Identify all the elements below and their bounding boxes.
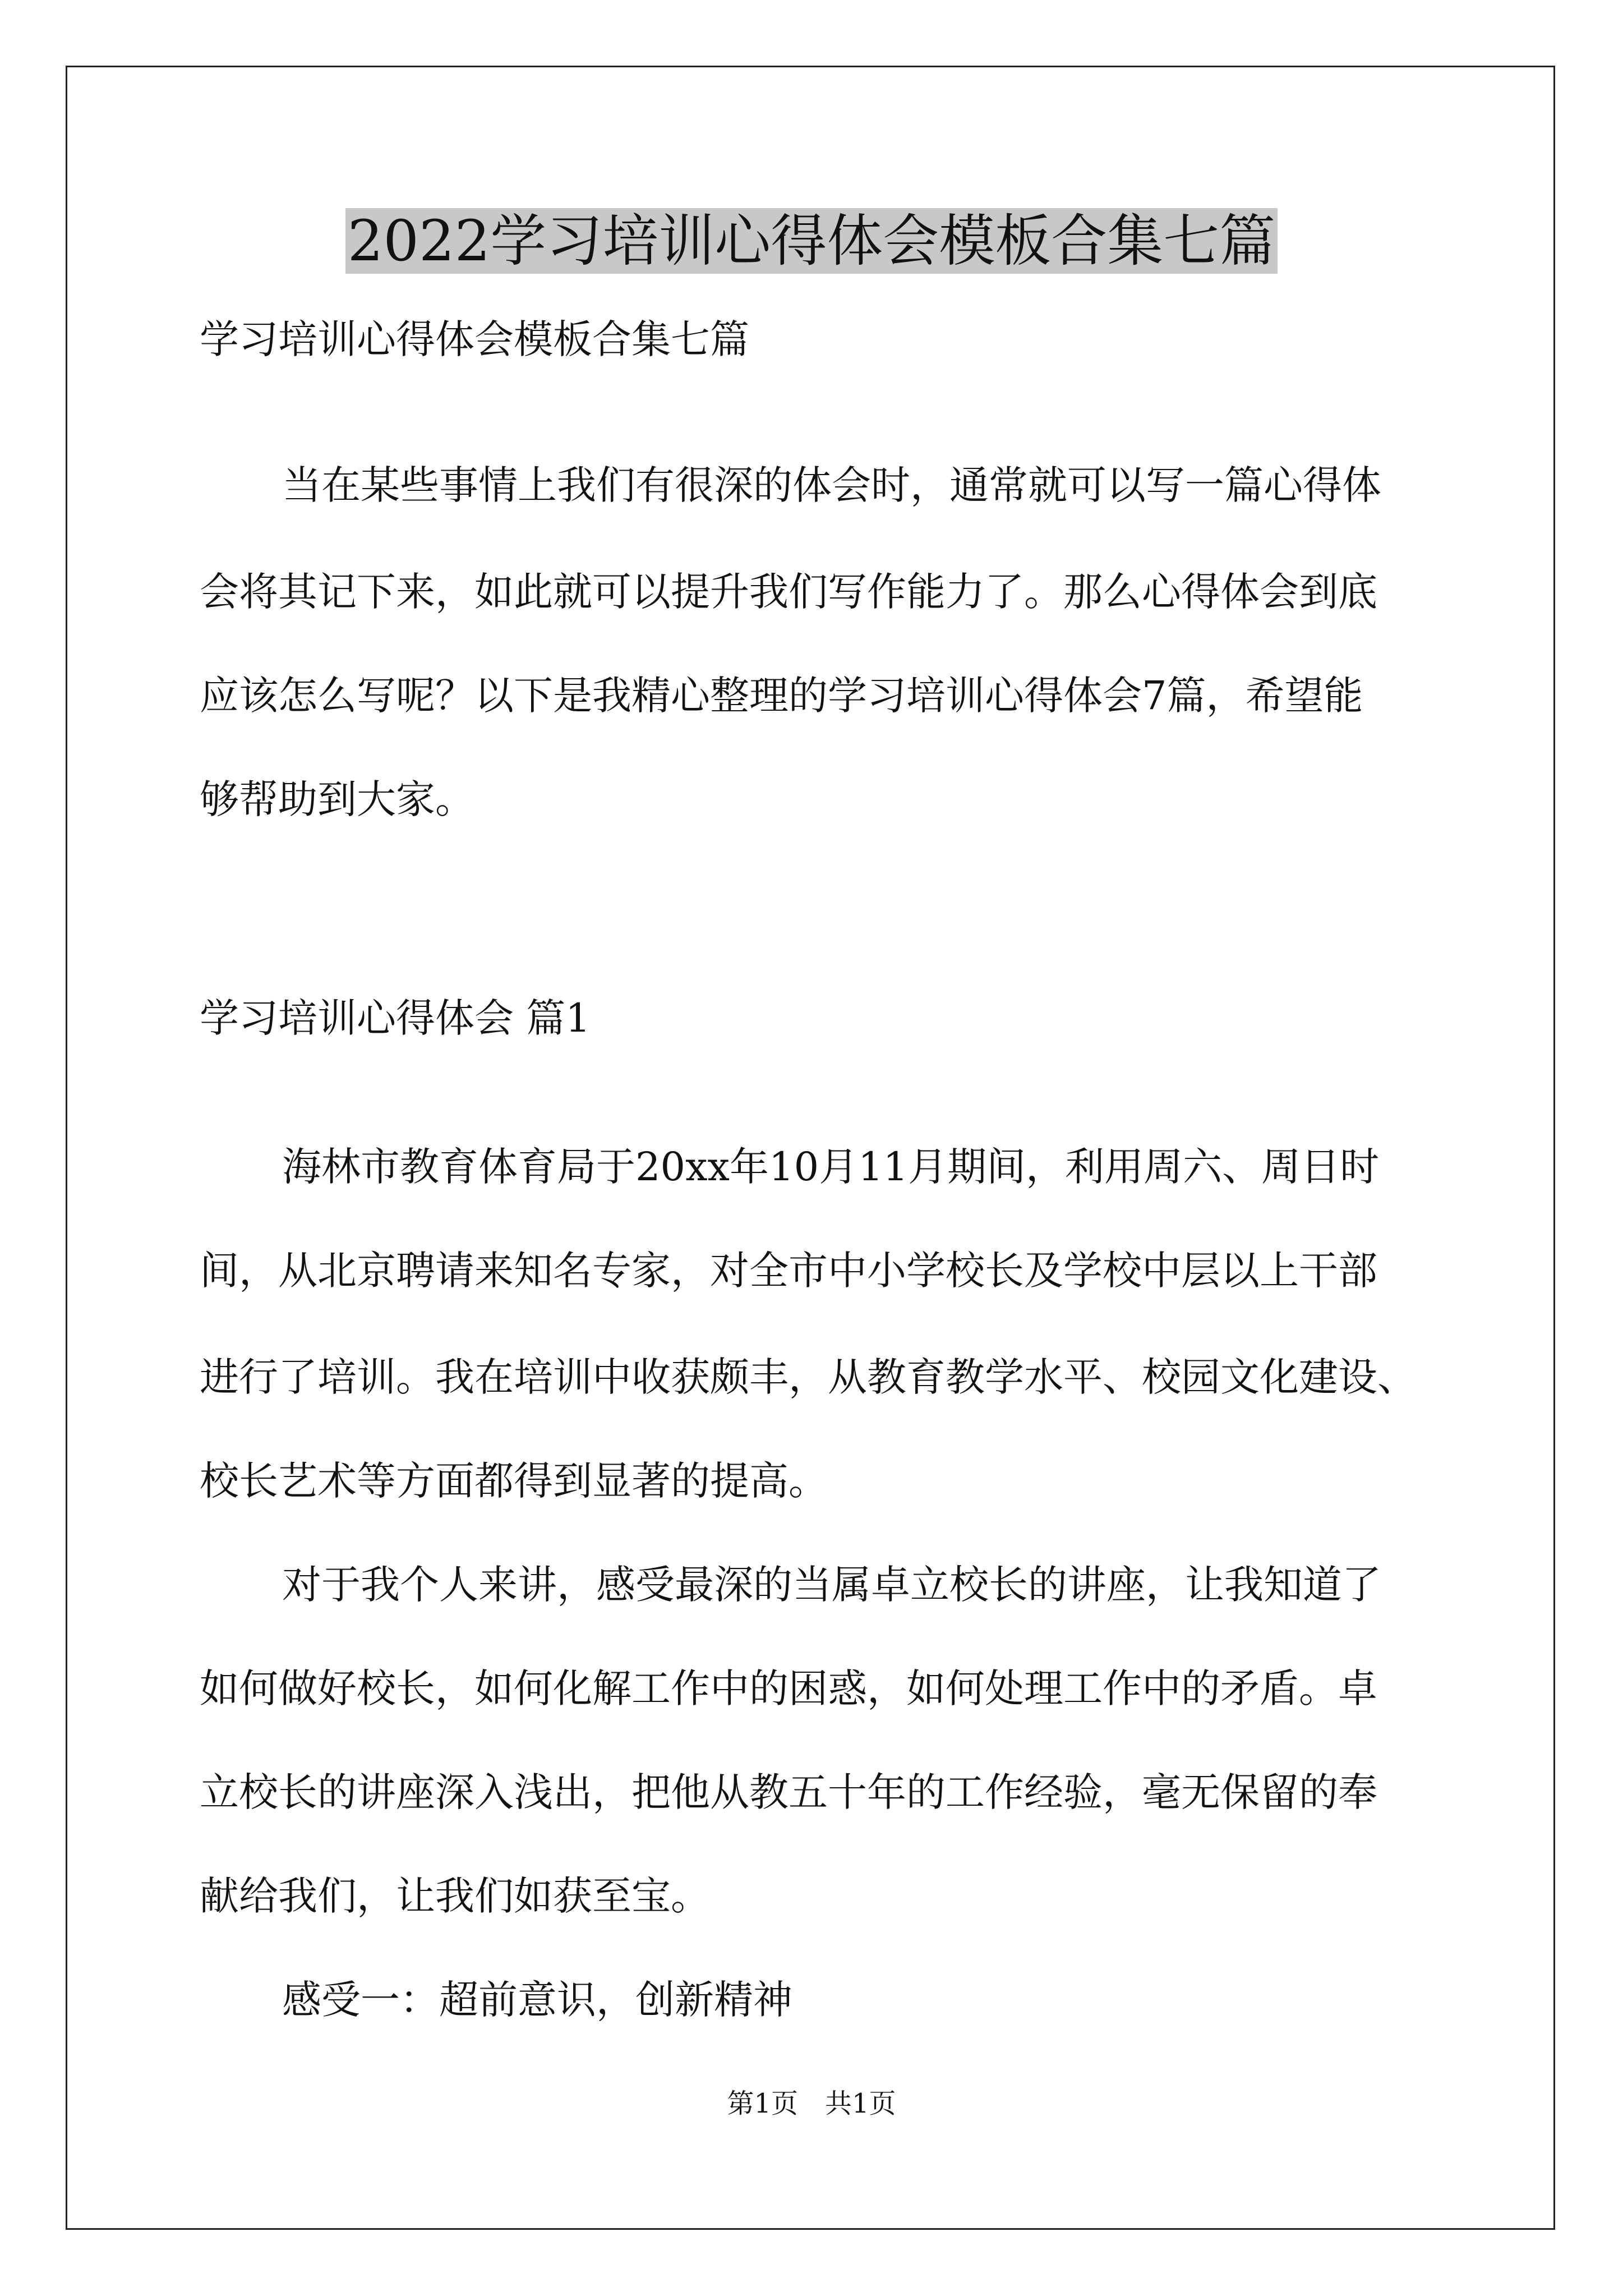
section1-p3-line-1: 感受一：超前意识，创新精神 [282,1977,792,2023]
document-subtitle: 学习培训心得体会模板合集七篇 [200,316,749,362]
section1-p2-line-3: 立校长的讲座深入浅出，把他从教五十年的工作经验，毫无保留的奉 [200,1769,1377,1815]
intro-line-2: 会将其记下来，如此就可以提升我们写作能力了。那么心得体会到底 [200,569,1377,615]
document-title-text: 2022学习培训心得体会模板合集七篇 [345,208,1278,274]
page-footer: 第1页 共1页 [727,2088,896,2119]
document-title [0,205,1623,278]
section1-p2-line-1: 对于我个人来讲，感受最深的当属卓立校长的讲座，让我知道了 [282,1562,1381,1608]
section-heading-1: 学习培训心得体会 篇1 [200,995,591,1041]
intro-line-1: 当在某些事情上我们有很深的体会时，通常就可以写一篇心得体 [282,462,1381,508]
section1-p1-line-4: 校长艺术等方面都得到显著的提高。 [200,1458,828,1504]
section1-p1-line-1: 海林市教育体育局于20xx年10月11月期间，利用周六、周日时 [282,1144,1380,1190]
section1-p1-line-3: 进行了培训。我在培训中收获颇丰，从教育教学水平、校园文化建设、 [200,1354,1417,1400]
intro-line-4: 够帮助到大家。 [200,776,474,822]
section1-p2-line-4: 献给我们，让我们如获至宝。 [200,1873,710,1919]
intro-line-3: 应该怎么写呢？以下是我精心整理的学习培训心得体会7篇，希望能 [200,673,1363,719]
section1-p1-line-2: 间，从北京聘请来知名专家，对全市中小学校长及学校中层以上干部 [200,1248,1377,1294]
section1-p2-line-2: 如何做好校长，如何化解工作中的困惑，如何处理工作中的矛盾。卓 [200,1665,1377,1711]
